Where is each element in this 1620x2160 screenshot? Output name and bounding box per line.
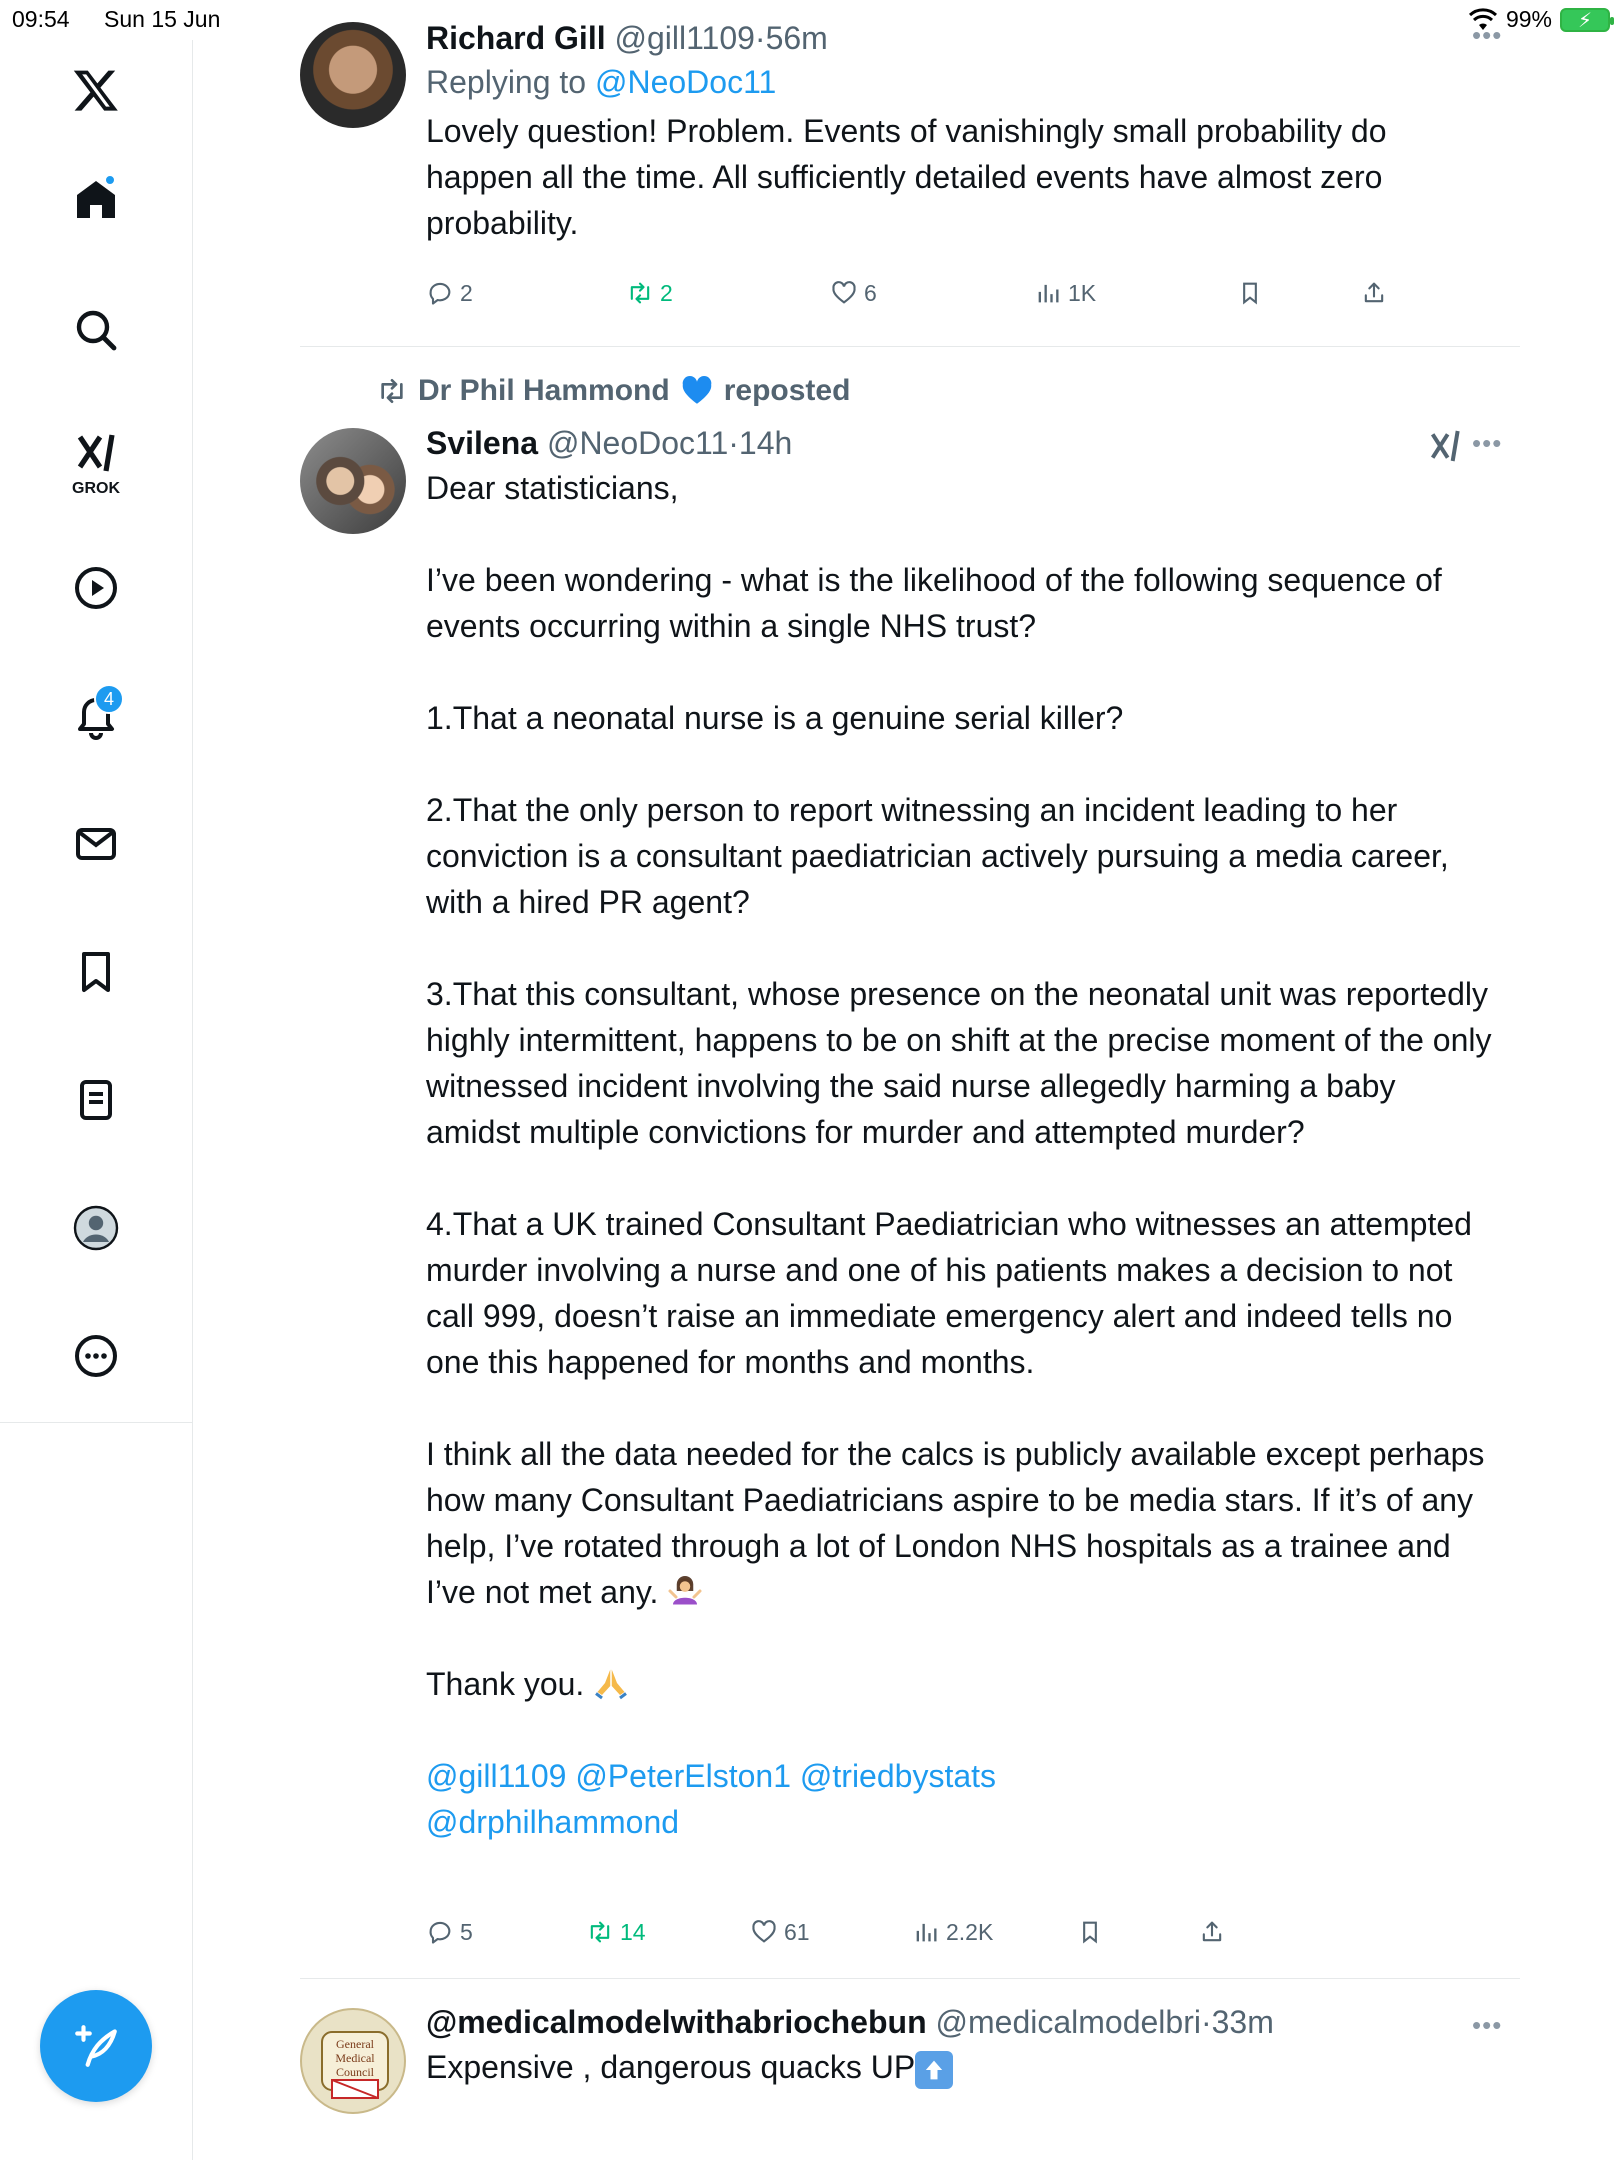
sidebar-item-search[interactable] [56,290,136,370]
views-button[interactable] [912,1918,993,1946]
tweet-header [426,16,1496,60]
status-date: Sun 15 Jun [104,6,221,32]
avatar[interactable] [300,428,406,534]
play-icon [72,564,120,612]
author-name[interactable]: Svilena [426,425,539,461]
sidebar [0,40,193,2160]
sidebar-item-grok[interactable] [56,420,136,500]
author-handle[interactable]: @medicalmodelbri [935,2004,1201,2040]
repost-icon [586,1918,614,1946]
sidebar-item-more[interactable] [56,1316,136,1396]
tweet-time[interactable]: 56m [765,20,828,56]
compose-feather-icon [71,2021,121,2071]
share-button[interactable] [1360,279,1388,307]
avatar[interactable] [300,22,406,128]
up-arrow-emoji-icon [915,2051,953,2089]
views-chart-icon [1034,279,1062,307]
replying-to-prefix: Replying to [426,64,587,100]
avatar-badge-image [302,2010,406,2114]
sidebar-item-bookmarks[interactable] [56,932,136,1012]
reply-icon [426,279,454,307]
repost-button[interactable] [586,1918,646,1946]
notifications-badge: 4 [94,684,124,714]
tweet-paragraph: I’ve been wondering - what is the likelihood of the following sequence of events occurring within a single NHS trust? [426,562,1442,644]
tweet-divider [300,1978,1520,1979]
reply-count: 5 [460,1918,473,1945]
author-name[interactable]: @medicalmodelwithabriochebun [426,2004,927,2040]
more-options-icon[interactable]: ••• [1472,428,1503,458]
tweet-paragraph: I think all the data needed for the calcs is publicly available except perhaps how many Consultant Paediatricians aspire to be media stars. If it’s of any help, I’ve rotated through a lot of London NHS hospitals as a trainee and I’ve not met any. [426,1436,1485,1610]
repost-button[interactable] [626,279,673,307]
sidebar-item-home[interactable] [56,160,136,240]
share-button[interactable] [1198,1918,1226,1946]
bookmark-icon [1236,279,1264,307]
search-icon [72,306,120,354]
replying-to [426,60,1496,104]
sidebar-nav [0,40,192,1423]
views-button[interactable] [1034,279,1096,307]
tweet-text: Expensive , dangerous quacks UP [426,2049,916,2085]
tweet-original[interactable] [426,2000,1496,2090]
tweet-paragraph: Thank you. [426,1666,585,1702]
tweet-paragraph-with-emoji [426,1661,1496,1707]
reposter-name: Dr Phil Hammond [418,374,670,407]
tweet-time[interactable]: 33m [1211,2004,1274,2040]
author-handle[interactable]: @gill1109 [614,20,755,56]
tweet-paragraph: 3.That this consultant, whose presence on the neonatal unit was reportedly highly intermittent, happens to be on shift at the precise moment of the only witnessed incident involving the said nurse allegedly harming a baby amidst multiple convictions for murder and attempted murder? [426,976,1492,1150]
praying-hands-emoji-icon [593,1665,629,1701]
svg-text:Medical: Medical [335,2051,375,2065]
like-count: 6 [864,279,877,306]
bookmark-icon [72,948,120,996]
home-notification-dot [104,174,116,186]
views-count: 1K [1068,279,1097,306]
tweet-text: Lovely question! Problem. Events of vanishingly small probability do happen all the time. All sufficiently detailed events have almost zero probability. [426,113,1387,241]
heart-icon [750,1918,778,1946]
sidebar-item-lists[interactable] [56,1060,136,1140]
more-options-icon[interactable]: ••• [1472,2010,1503,2040]
separator-dot: · [728,425,739,461]
tweet-header [426,421,1496,465]
repost-count: 2 [660,279,673,306]
tweet-paragraph: 4.That a UK trained Consultant Paediatrician who witnesses an attempted murder involving a nurse and one of his patients makes a decision to not call 999, doesn’t raise an immediate emergency alert and indeed tells no one this happened for months and months. [426,1206,1472,1380]
bookmark-button[interactable] [1236,279,1264,307]
shrug-emoji-icon [667,1573,703,1609]
svg-text:General: General [336,2037,374,2051]
reply-count: 2 [460,279,473,306]
grok-label: GROK [72,480,120,497]
share-icon [1360,279,1388,307]
views-count: 2.2K [946,1918,994,1945]
bookmark-icon [1076,1918,1104,1946]
sidebar-item-videos[interactable] [56,548,136,628]
views-chart-icon [912,1918,940,1946]
profile-icon [72,1204,120,1252]
tweet-time[interactable]: 14h [738,425,793,461]
sidebar-item-notifications[interactable] [56,676,136,756]
envelope-icon [72,820,120,868]
repost-context[interactable] [376,374,850,408]
list-icon [72,1076,120,1124]
mention-link[interactable]: @PeterElston1 [575,1758,792,1794]
share-icon [1198,1918,1226,1946]
tweet-text [426,465,1496,1753]
reply-button[interactable] [426,1918,473,1946]
x-logo-icon[interactable] [56,50,136,130]
tweet-header [426,2000,1496,2044]
tweet-text-with-emoji [426,2044,1496,2090]
mention-link[interactable]: @triedbystats [799,1758,997,1794]
tweet-paragraph: 2.That the only person to report witnessing an incident leading to her conviction is a consultant paediatrician actively pursuing a media career, with a hired PR agent? [426,792,1449,920]
like-button[interactable] [750,1918,810,1946]
battery-percent: 99% [1505,6,1552,32]
blue-heart-icon [680,374,714,408]
separator-dot: · [754,20,766,56]
repost-icon [626,279,654,307]
tweet-paragraph: Dear statisticians, [426,470,679,506]
sidebar-item-messages[interactable] [56,804,136,884]
separator-dot: · [1200,2004,1212,2040]
reply-button[interactable] [426,279,473,307]
more-options-icon[interactable]: ••• [1472,20,1503,50]
like-button[interactable] [830,279,877,307]
author-name[interactable]: Richard Gill [426,20,606,56]
like-count: 61 [784,1918,810,1945]
tweet-paragraph-with-emoji [426,1431,1496,1615]
tweet-mentions [426,1753,1496,1845]
replying-to-mention[interactable]: @NeoDoc11 [594,64,777,100]
timeline [300,0,1520,2160]
tweet-divider [300,346,1520,347]
grok-icon [72,429,120,477]
mention-link[interactable]: @drphilhammond [426,1804,680,1840]
sidebar-item-profile[interactable] [56,1188,136,1268]
status-time: 09:54 [12,6,70,32]
compose-button[interactable] [40,1990,152,2102]
avatar[interactable] [300,2008,406,2114]
repost-count: 14 [620,1918,646,1945]
tweet-reply[interactable] [426,16,1496,246]
repost-suffix: reposted [723,374,851,407]
svg-text:Council: Council [336,2065,374,2079]
more-circle-icon [72,1332,120,1380]
mention-link[interactable]: @gill1109 [426,1758,567,1794]
battery-icon: ⚡ [1560,8,1610,32]
tweet-paragraph: 1.That a neonatal nurse is a genuine serial killer? [426,700,1124,736]
author-handle[interactable]: @NeoDoc11 [546,425,729,461]
repost-icon [376,375,408,407]
tweet-original[interactable] [426,421,1496,1845]
heart-icon [830,279,858,307]
bookmark-button[interactable] [1076,1918,1104,1946]
reply-icon [426,1918,454,1946]
